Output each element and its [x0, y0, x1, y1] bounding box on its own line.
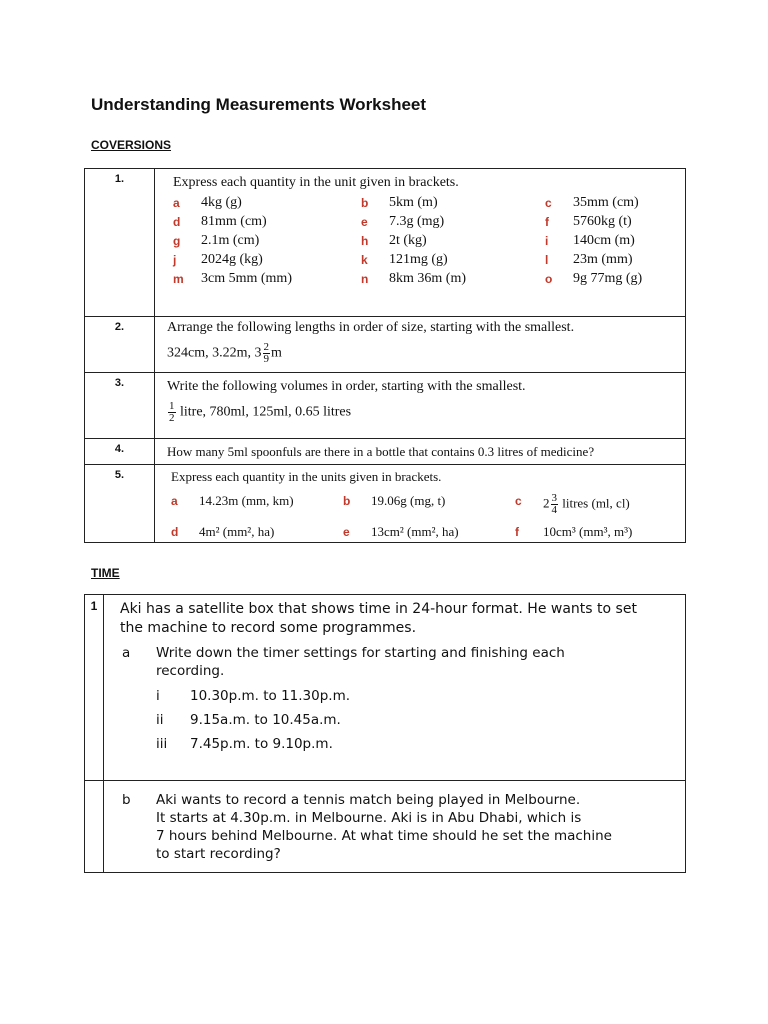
list-item	[515, 524, 685, 540]
fraction-numerator: 2	[263, 341, 269, 353]
list-item	[545, 233, 685, 249]
list-item	[545, 195, 685, 211]
item-text	[543, 493, 630, 516]
question-3	[155, 373, 686, 439]
question-number: 4.	[85, 439, 155, 465]
list-item	[173, 271, 361, 287]
list-item	[173, 214, 361, 230]
list-item	[361, 271, 545, 287]
part-a-text	[156, 644, 565, 756]
table-row	[85, 465, 686, 543]
table-row	[85, 439, 686, 465]
question-4	[155, 439, 686, 465]
list-item	[343, 493, 515, 516]
part-text-line: Write down the timer settings for starting and finishing each	[156, 645, 565, 661]
item-text: 9.15a.m. to 10.45a.m.	[190, 712, 341, 728]
page-title: Understanding Measurements Worksheet	[91, 95, 427, 114]
list-item	[361, 214, 545, 230]
question-prompt: Express each quantity in the units given in brackets.	[171, 469, 442, 484]
part-letter: b	[122, 792, 131, 808]
mixed-whole: 2	[543, 495, 550, 511]
item-letter: g	[173, 234, 181, 248]
list-item	[545, 214, 685, 230]
roman-numeral: ii	[156, 712, 164, 728]
fraction-denominator: 2	[169, 412, 175, 424]
item-letter: e	[343, 525, 350, 539]
item-text: 8km 36m (m)	[389, 271, 466, 286]
item-text: 7.3g (mg)	[389, 214, 445, 229]
item-text: 4m² (mm², ha)	[199, 524, 275, 539]
question-prompt: Arrange the following lengths in order of size, starting with the smallest.	[167, 320, 575, 335]
item-letter: b	[361, 196, 369, 210]
values-text: 324cm, 3.22m, 3	[167, 345, 262, 361]
list-item	[173, 252, 361, 268]
list-item	[171, 524, 343, 540]
fraction-denominator: 4	[551, 504, 557, 516]
item-letter: k	[361, 253, 368, 267]
fraction-denominator: 9	[263, 353, 269, 365]
list-item	[361, 233, 545, 249]
question-values	[167, 342, 685, 365]
question-values	[167, 401, 685, 424]
table-row	[85, 595, 686, 781]
item-letter: b	[343, 494, 351, 508]
list-item	[171, 493, 343, 516]
question-intro	[120, 600, 685, 638]
item-text: 13cm² (mm², ha)	[371, 524, 459, 539]
roman-numeral: iii	[156, 736, 168, 752]
conversions-table	[84, 168, 686, 543]
item-text: 2.1m (cm)	[201, 233, 260, 248]
part-text-line: It starts at 4.30p.m. in Melbourne. Aki is in Abu Dhabi, which is	[156, 810, 582, 826]
item-letter: d	[171, 525, 179, 539]
item-letter: i	[545, 234, 549, 248]
table-row	[85, 781, 686, 873]
part-text-line: Aki wants to record a tennis match being played in Melbourne.	[156, 792, 581, 808]
section-heading-time: TIME	[91, 566, 120, 580]
fraction	[263, 342, 271, 365]
list-item	[156, 708, 565, 732]
part-a	[120, 644, 685, 756]
intro-line: Aki has a satellite box that shows time in 24-hour format. He wants to set	[120, 601, 637, 617]
list-item	[343, 524, 515, 540]
values-tail: m	[271, 345, 282, 361]
question-1-items	[173, 195, 685, 287]
question-number: 1	[85, 595, 104, 781]
time-table	[84, 594, 686, 873]
item-text: 10.30p.m. to 11.30p.m.	[190, 688, 351, 704]
fraction-numerator: 3	[551, 492, 557, 504]
item-text: 23m (mm)	[573, 252, 633, 267]
question-prompt: Express each quantity in the unit given in brackets.	[173, 175, 459, 190]
question-5	[155, 465, 686, 543]
list-item	[361, 195, 545, 211]
item-text: 3cm 5mm (mm)	[201, 271, 292, 286]
item-letter: a	[171, 494, 178, 508]
table-row	[85, 373, 686, 439]
item-text: 81mm (cm)	[201, 214, 267, 229]
values-text: litre, 780ml, 125ml, 0.65 litres	[180, 404, 352, 420]
question-number: 3.	[85, 373, 155, 439]
item-text: 121mg (g)	[389, 252, 448, 267]
part-text-line: to start recording?	[156, 846, 281, 862]
item-letter: j	[173, 253, 177, 267]
item-text: 140cm (m)	[573, 233, 635, 248]
item-letter: n	[361, 272, 369, 286]
part-b-text	[156, 791, 612, 863]
question-5-items	[171, 493, 685, 540]
item-letter: c	[545, 196, 552, 210]
intro-line: the machine to record some programmes.	[120, 620, 417, 636]
item-text: 9g 77mg (g)	[573, 271, 643, 286]
list-item	[173, 233, 361, 249]
list-item	[545, 271, 685, 287]
item-text: 4kg (g)	[201, 195, 242, 210]
item-letter: o	[545, 272, 553, 286]
item-unit: litres (ml, cl)	[559, 495, 630, 511]
list-item	[515, 493, 685, 516]
part-letter: a	[122, 645, 131, 661]
question-1	[155, 169, 686, 317]
fraction-numerator: 1	[169, 400, 175, 412]
item-text: 5760kg (t)	[573, 214, 632, 229]
question-number: 2.	[85, 317, 155, 373]
item-text: 19.06g (mg, t)	[371, 493, 446, 508]
item-letter: f	[545, 215, 549, 229]
part-b	[120, 791, 685, 863]
item-letter: m	[173, 272, 184, 286]
item-text: 10cm³ (mm³, m³)	[543, 524, 633, 539]
part-text-line: recording.	[156, 663, 225, 679]
table-row	[85, 317, 686, 373]
fraction	[551, 493, 559, 516]
list-item	[156, 732, 565, 756]
item-letter: c	[515, 494, 522, 508]
item-text: 35mm (cm)	[573, 195, 639, 210]
part-a-items	[156, 684, 565, 756]
roman-numeral: i	[156, 688, 160, 704]
list-item	[156, 684, 565, 708]
item-text: 2024g (kg)	[201, 252, 263, 267]
question-number: 5.	[85, 465, 155, 543]
item-text: 7.45p.m. to 9.10p.m.	[190, 736, 333, 752]
question-prompt: Write the following volumes in order, starting with the smallest.	[167, 379, 526, 394]
item-letter: a	[173, 196, 180, 210]
part-text-line: 7 hours behind Melbourne. At what time should he set the machine	[156, 828, 612, 844]
item-letter: f	[515, 525, 519, 539]
fraction	[168, 401, 176, 424]
item-letter: d	[173, 215, 181, 229]
time-question-part-a	[104, 595, 686, 781]
list-item	[361, 252, 545, 268]
item-text: 14.23m (mm, km)	[199, 493, 294, 508]
list-item	[545, 252, 685, 268]
table-row	[85, 169, 686, 317]
item-text: 2t (kg)	[389, 233, 427, 248]
question-number: 1.	[85, 169, 155, 317]
question-prompt: How many 5ml spoonfuls are there in a bottle that contains 0.3 litres of medicine?	[167, 444, 595, 459]
time-question-part-b	[104, 781, 686, 873]
item-letter: l	[545, 253, 549, 267]
empty-cell	[85, 781, 104, 873]
item-letter: h	[361, 234, 369, 248]
list-item	[173, 195, 361, 211]
question-2	[155, 317, 686, 373]
item-letter: e	[361, 215, 368, 229]
section-heading-conversions: COVERSIONS	[91, 138, 172, 152]
item-text: 5km (m)	[389, 195, 438, 210]
